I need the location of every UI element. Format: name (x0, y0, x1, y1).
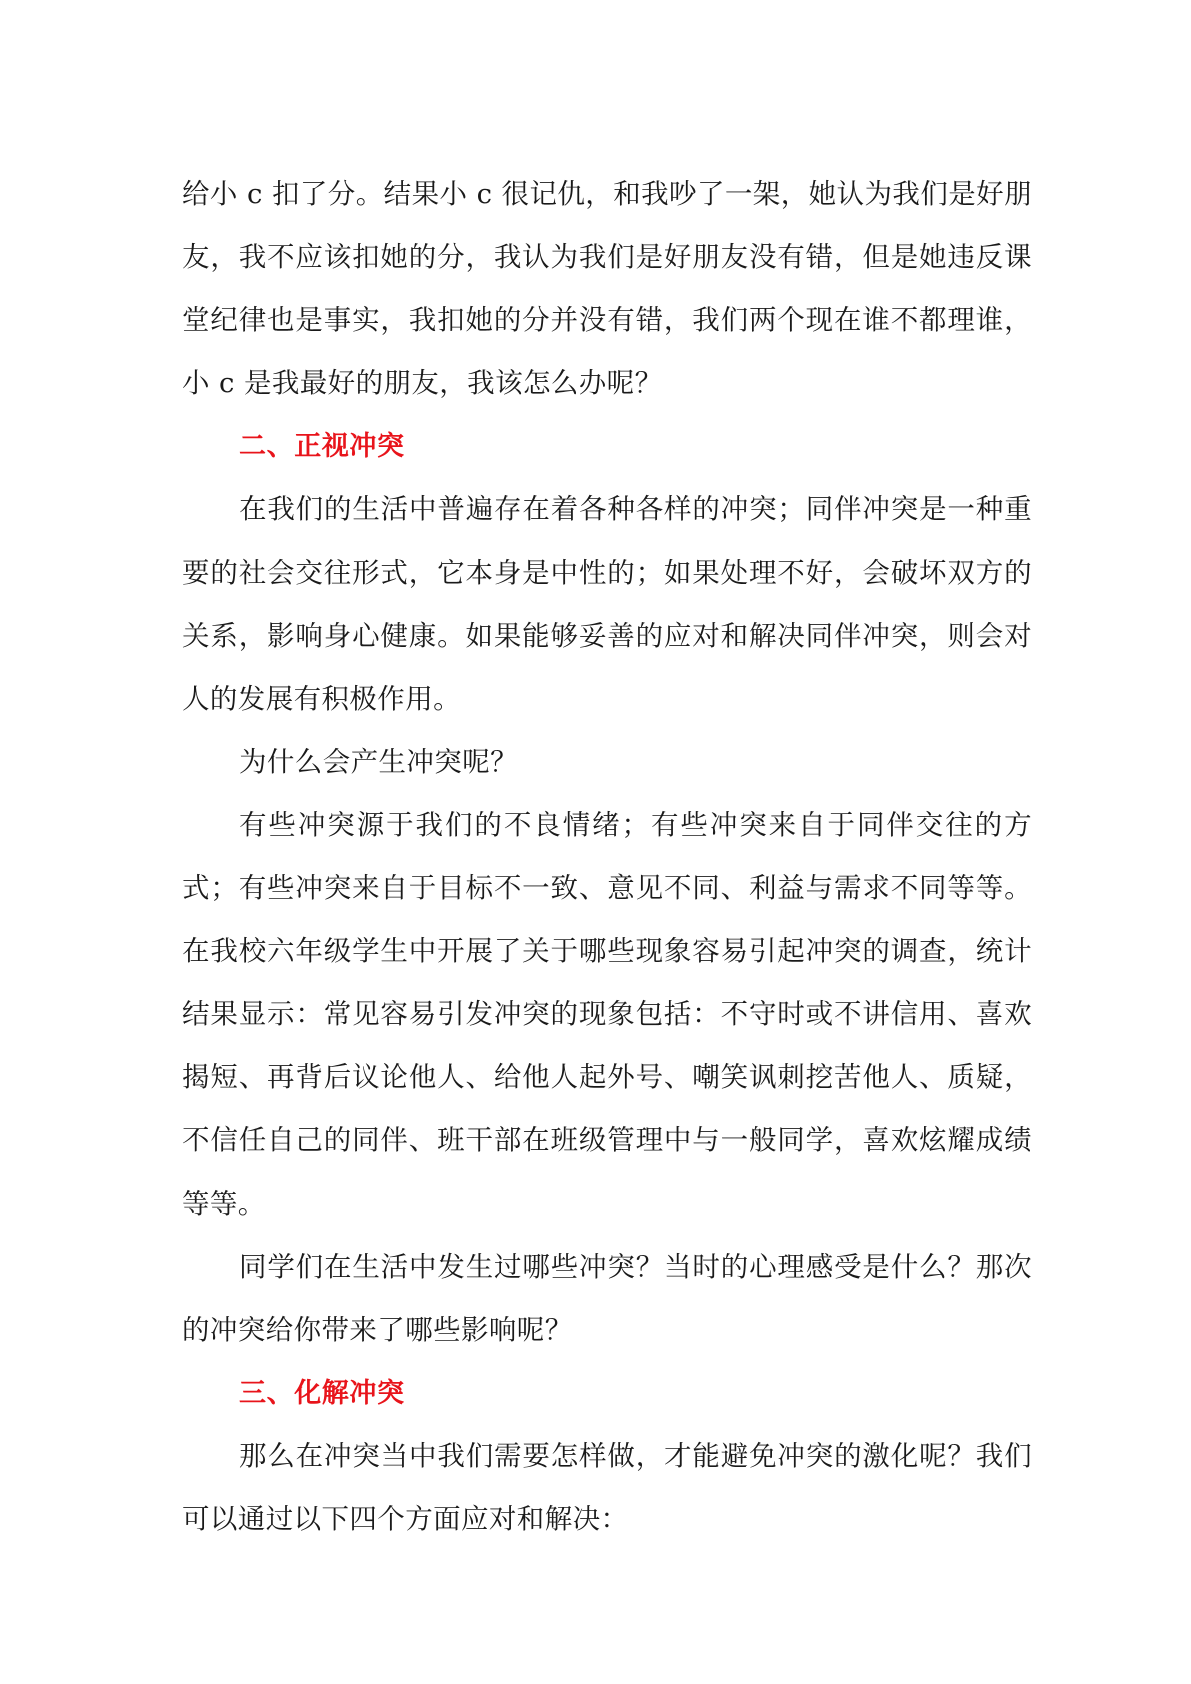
document-body (182, 163, 1032, 1551)
section-heading-face-conflict: 二、正视冲突 (239, 431, 405, 463)
paragraph-conflict-causes: 有些冲突源于我们的不良情绪；有些冲突来自于同伴交往的方式；有些冲突来自于目标不一致、意见不同、利益与需求不同等等。在我校六年级学生中开展了关于哪些现象容易引起冲突的调查，统计结果显示：常见容易引发冲突的现象包括：不守时或不讲信用、喜欢揭短、再背后议论他人、给他人起外号、嘲笑讽刺挖苦他人、质疑，不信任自己的同伴、班干部在班级管理中与一般同学，喜欢炫耀成绩等等。 (182, 808, 1032, 1220)
paragraph-why-conflict-question: 为什么会产生冲突呢？ (239, 745, 518, 778)
section-heading-resolve-conflict: 三、化解冲突 (239, 1377, 405, 1409)
paragraph-conflict-nature: 在我们的生活中普遍存在着各种各样的冲突；同伴冲突是一种重要的社会交往形式，它本身是中性的；如果处理不好，会破坏双方的关系，影响身心健康。如果能够妥善的应对和解决同伴冲突，则会对人的发展有积极作用。 (182, 493, 1032, 715)
paragraph-reflection-questions: 同学们在生活中发生过哪些冲突？当时的心理感受是什么？那次的冲突给你带来了哪些影响呢？ (182, 1250, 1032, 1346)
paragraph-continued-story: 给小 c 扣了分。结果小 c 很记仇，和我吵了一架，她认为我们是好朋友，我不应该扣她的分，我认为我们是好朋友没有错，但是她违反课堂纪律也是事实，我扣她的分并没有错，我们两个现在谁不都理谁，小 c 是我最好的朋友，我该怎么办呢？ (182, 178, 1032, 400)
paragraph-resolution-intro: 那么在冲突当中我们需要怎样做，才能避免冲突的激化呢？我们可以通过以下四个方面应对和解决： (182, 1439, 1032, 1535)
